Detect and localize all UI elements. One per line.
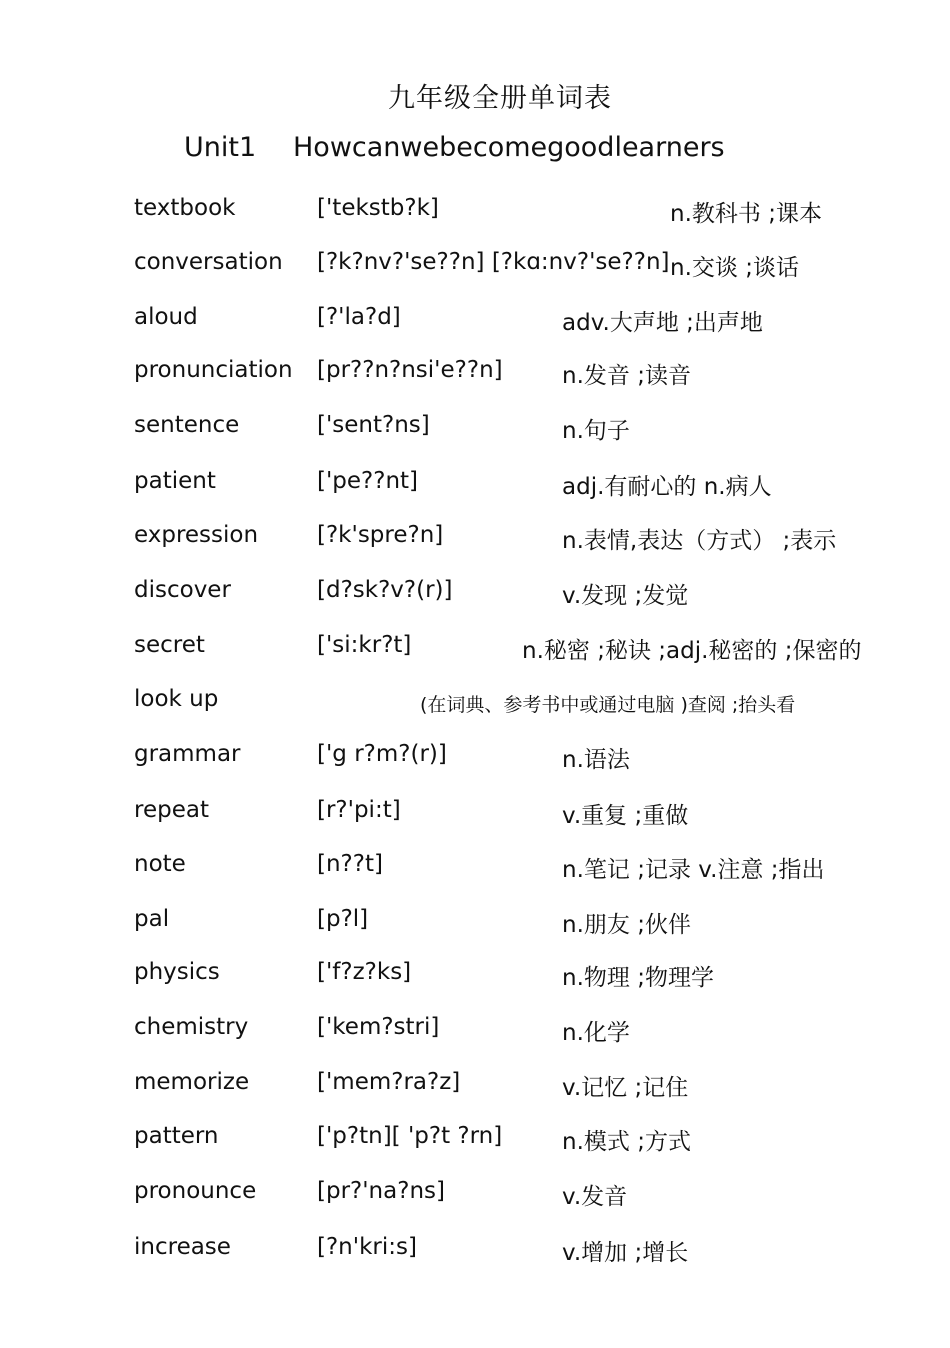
page-title: 九年级全册单词表 [388, 83, 612, 114]
vocab-phonetic: ['f?z?ks] [317, 959, 412, 985]
vocab-phonetic: ['g r?m?(r)] [317, 741, 447, 767]
vocab-meaning: n.物理 ;物理学 [562, 965, 714, 991]
vocab-meaning: n.句子 [562, 418, 630, 444]
vocab-word: pronounce [134, 1178, 257, 1204]
vocab-phonetic: [r?'pi:t] [317, 797, 401, 823]
vocab-word: discover [134, 577, 231, 603]
vocab-phonetic: ['si:kr?t] [317, 632, 412, 658]
vocab-word: note [134, 851, 186, 877]
vocab-phonetic: [n??t] [317, 851, 383, 877]
vocab-row [0, 304, 950, 344]
vocab-word: expression [134, 522, 259, 548]
vocab-meaning: v.增加 ;增长 [562, 1240, 689, 1266]
vocab-phonetic: [?k'spre?n] [317, 522, 444, 548]
vocab-meaning: n.表情,表达（方式） ;表示 [562, 528, 837, 554]
vocab-word: increase [134, 1234, 231, 1260]
vocab-meaning: n.秘密 ;秘诀 ;adj.秘密的 ;保密的 [522, 638, 862, 664]
vocab-row [0, 1234, 950, 1274]
vocab-row [0, 1178, 950, 1218]
vocab-word: patient [134, 468, 216, 494]
vocab-phonetic: ['mem?ra?z] [317, 1069, 461, 1095]
vocab-phonetic: [?k?nv?'se??n] [?kɑ:nv?'se??n] [317, 249, 670, 275]
vocab-phonetic: [d?sk?v?(r)] [317, 577, 453, 603]
vocab-phonetic: ['kem?stri] [317, 1014, 440, 1040]
vocab-word: pronunciation [134, 357, 293, 383]
vocab-row [0, 686, 950, 726]
vocab-meaning: (在词典、参考书中或通过电脑 )查阅 ;抬头看 [420, 694, 796, 716]
vocab-row [0, 522, 950, 562]
vocab-meaning: n.笔记 ;记录 v.注意 ;指出 [562, 857, 825, 883]
vocab-row [0, 632, 950, 672]
vocab-meaning: adj.有耐心的 n.病人 [562, 474, 772, 500]
vocab-word: chemistry [134, 1014, 249, 1040]
vocab-row [0, 1123, 950, 1163]
unit-name: Howcanwebecomegoodlearners [293, 132, 725, 163]
vocab-phonetic: [pr?'na?ns] [317, 1178, 445, 1204]
vocab-word: conversation [134, 249, 283, 275]
vocab-word: look up [134, 686, 219, 712]
vocab-meaning: v.发音 [562, 1184, 628, 1210]
vocab-row [0, 851, 950, 891]
vocab-meaning: n.教科书 ;课本 [670, 201, 822, 227]
vocab-row [0, 577, 950, 617]
vocab-meaning: v.记忆 ;记住 [562, 1075, 689, 1101]
vocab-phonetic: [?n'kri:s] [317, 1234, 417, 1260]
vocab-row [0, 412, 950, 452]
vocab-meaning: v.重复 ;重做 [562, 803, 689, 829]
vocab-row [0, 797, 950, 837]
vocab-phonetic: ['sent?ns] [317, 412, 430, 438]
vocab-word: pattern [134, 1123, 219, 1149]
vocab-row [0, 249, 950, 289]
vocab-meaning: n.语法 [562, 747, 630, 773]
vocab-meaning: n.交谈 ;谈话 [670, 255, 799, 281]
vocab-row [0, 195, 950, 235]
vocab-word: textbook [134, 195, 236, 221]
vocab-row [0, 1069, 950, 1109]
vocab-phonetic: ['pe??nt] [317, 468, 419, 494]
vocab-row [0, 959, 950, 999]
vocab-meaning: n.模式 ;方式 [562, 1129, 691, 1155]
vocab-phonetic: [p?l] [317, 906, 369, 932]
vocab-word: memorize [134, 1069, 250, 1095]
vocab-meaning: n.化学 [562, 1020, 630, 1046]
vocab-row [0, 1014, 950, 1054]
vocab-word: aloud [134, 304, 198, 330]
vocab-row [0, 906, 950, 946]
vocab-meaning: n.发音 ;读音 [562, 363, 691, 389]
vocab-row [0, 357, 950, 397]
vocab-word: physics [134, 959, 220, 985]
unit-number: Unit1 [184, 132, 257, 163]
vocab-word: grammar [134, 741, 241, 767]
vocab-word: pal [134, 906, 170, 932]
vocab-row [0, 741, 950, 781]
vocab-meaning: adv.大声地 ;出声地 [562, 310, 763, 336]
vocab-meaning: n.朋友 ;伙伴 [562, 912, 691, 938]
vocab-word: secret [134, 632, 205, 658]
vocab-phonetic: [?'la?d] [317, 304, 401, 330]
vocab-row [0, 468, 950, 508]
vocab-word: repeat [134, 797, 209, 823]
vocab-meaning: v.发现 ;发觉 [562, 583, 689, 609]
vocab-phonetic: [pr??n?nsi'e??n] [317, 357, 503, 383]
vocab-word: sentence [134, 412, 240, 438]
vocab-phonetic: ['p?tn][ 'p?t ?rn] [317, 1123, 503, 1149]
vocab-phonetic: ['tekstb?k] [317, 195, 439, 221]
